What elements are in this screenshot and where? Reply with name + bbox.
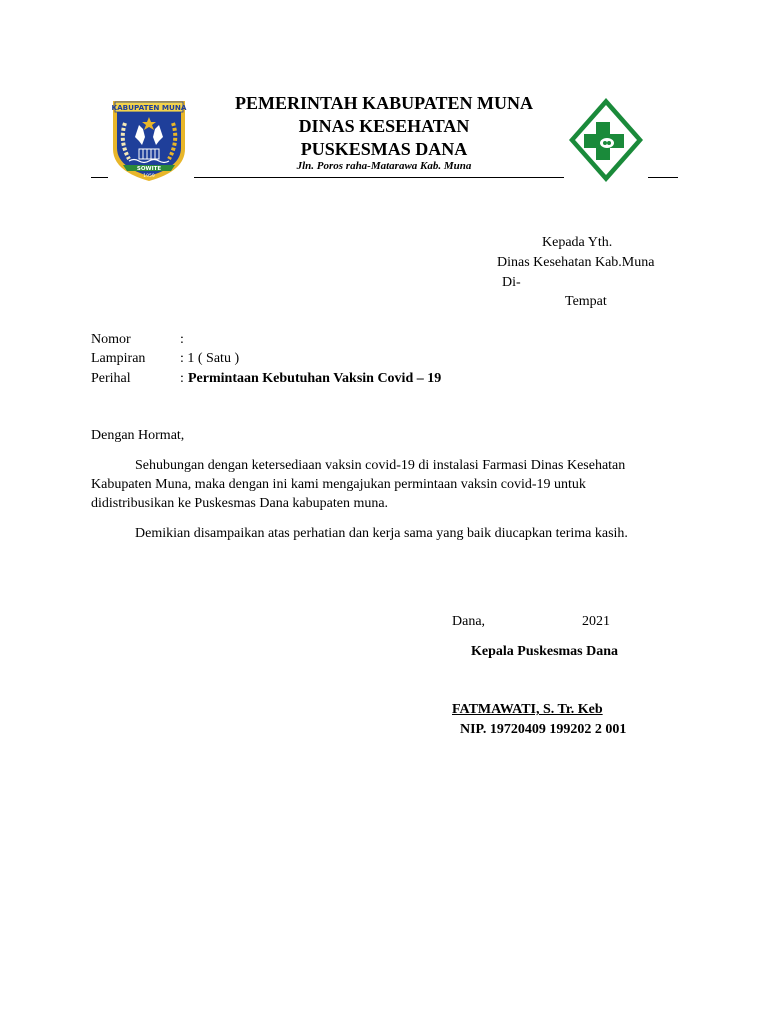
signature-title: Kepala Puskesmas Dana — [471, 644, 619, 659]
salutation: Dengan Hormat, — [91, 428, 185, 443]
svg-text:SOWITE: SOWITE — [136, 166, 162, 172]
letterhead-line-1: PEMERINTAH KABUPATEN MUNA — [235, 93, 533, 113]
letterhead-address: Jln. Poros raha-Matarawa Kab. Muna — [296, 160, 472, 172]
signature-nip: NIP. 19720409 199202 2 001 — [460, 722, 627, 737]
paragraph-2: Demikian disampaikan atas perhatian dan kerja sama yang baik diucapkan terima kasih. — [135, 526, 628, 541]
signature-year: 2021 — [582, 614, 610, 629]
paragraph-1-line-2: Kabupaten Muna, maka dengan ini kami mengajukan permintaan vaksin covid-19 untuk — [91, 477, 586, 492]
lampiran-value: : 1 ( Satu ) — [180, 351, 240, 366]
letterhead-rule-left — [91, 177, 108, 178]
perihal-value: Permintaan Kebutuhan Vaksin Covid – 19 — [188, 371, 442, 386]
signature-name: FATMAWATI, S. Tr. Keb — [452, 702, 603, 717]
svg-text:1959: 1959 — [143, 174, 155, 179]
signature-place: Dana, — [452, 614, 486, 629]
letterhead-rule-right — [648, 177, 678, 178]
paragraph-1-line-3: didistribusikan ke Puskesmas Dana kabupaten muna. — [91, 496, 389, 511]
recipient-line-2: Dinas Kesehatan Kab.Muna — [497, 255, 655, 270]
recipient-line-1: Kepada Yth. — [542, 235, 613, 250]
svg-text:KABUPATEN MUNA: KABUPATEN MUNA — [111, 103, 187, 112]
perihal-label: Perihal — [91, 371, 131, 386]
letterhead-rule-center — [194, 177, 564, 178]
nomor-label: Nomor — [91, 332, 131, 347]
letterhead-line-2: DINAS KESEHATAN — [298, 116, 470, 136]
perihal-colon: : — [180, 371, 184, 386]
recipient-line-3: Di- — [502, 275, 521, 290]
letterhead-line-3: PUSKESMAS DANA — [300, 139, 468, 159]
nomor-value: : — [180, 332, 184, 347]
recipient-line-4: Tempat — [565, 294, 607, 309]
paragraph-1-line-1: Sehubungan dengan ketersediaan vaksin covid-19 di instalasi Farmasi Dinas Kesehatan — [135, 458, 626, 473]
lampiran-label: Lampiran — [91, 351, 146, 366]
